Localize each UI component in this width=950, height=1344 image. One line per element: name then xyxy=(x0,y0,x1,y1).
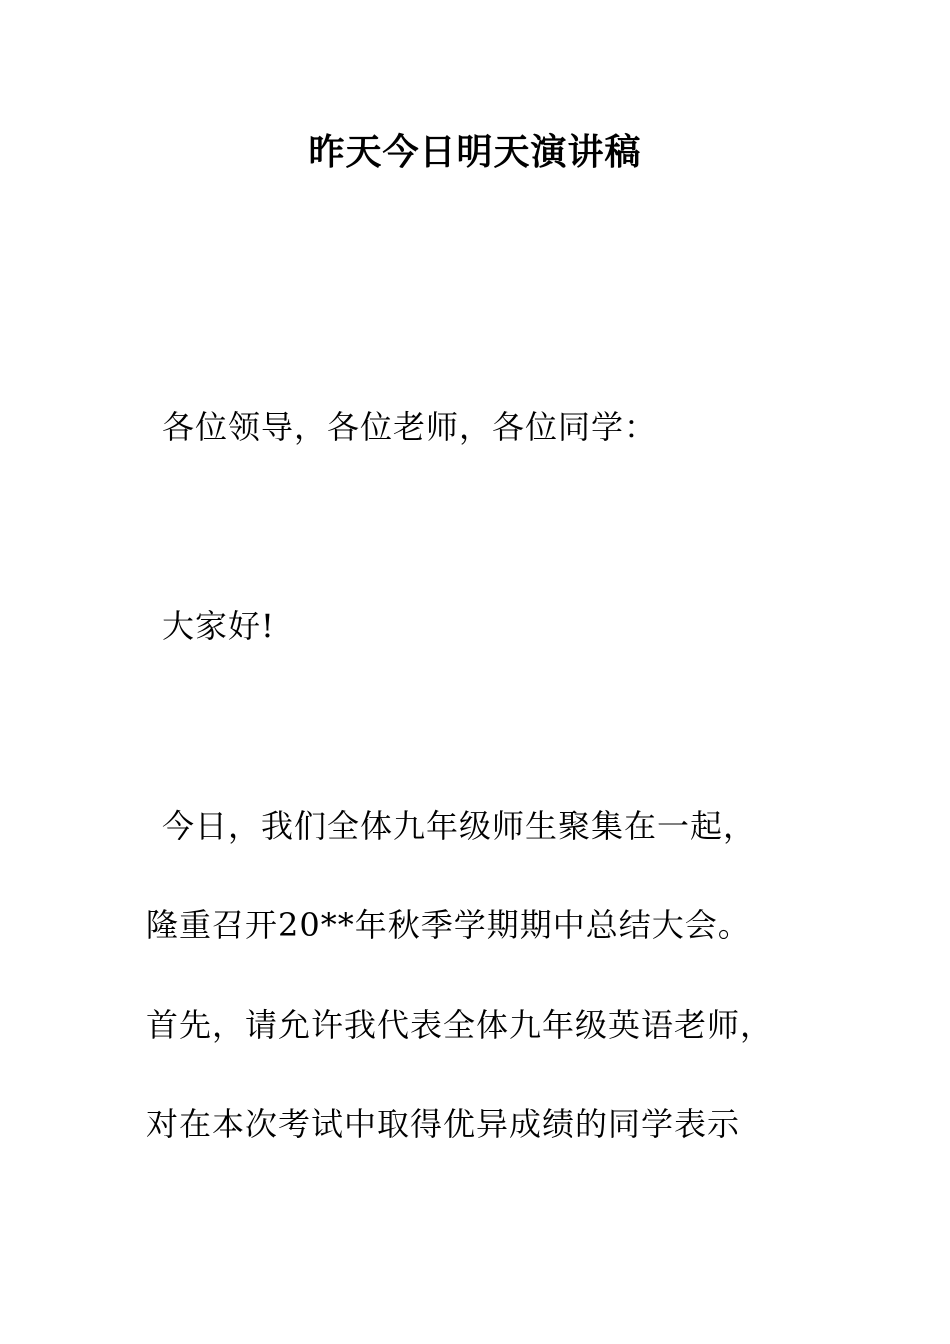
paragraph-line: 隆重召开20**年秋季学期期中总结大会。 xyxy=(146,906,751,944)
paragraph-line: 对在本次考试中取得优异成绩的同学表示 xyxy=(146,1105,741,1143)
paragraph-line: 今日，我们全体九年级师生聚集在一起， xyxy=(162,807,757,845)
greeting-line: 大家好! xyxy=(162,607,275,645)
paragraph-line: 首先，请允许我代表全体九年级英语老师， xyxy=(146,1006,774,1044)
salutation-line: 各位领导，各位老师，各位同学： xyxy=(162,408,658,446)
document-title: 昨天今日明天演讲稿 xyxy=(308,132,642,173)
